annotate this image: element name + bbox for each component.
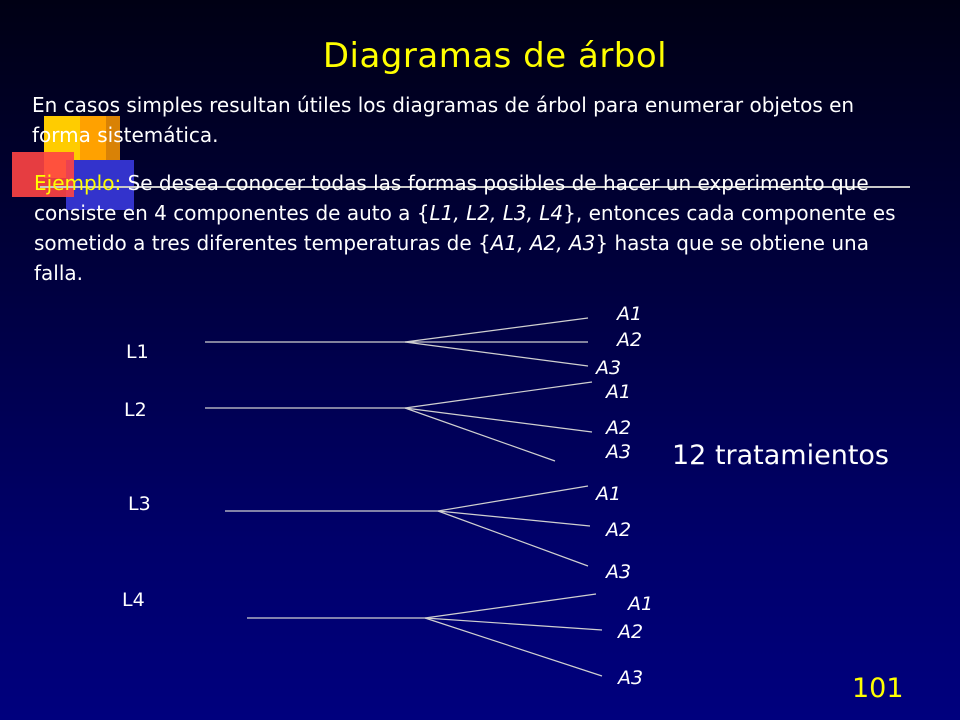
tree-branch-line (438, 486, 588, 511)
tree-leaf-label: A1 (596, 483, 622, 505)
example-text-1: Se desea conocer todas las formas posibles de hacer un experimento que consiste en 4 componentes de auto a { (34, 171, 869, 225)
tree-leaf-label: A2 (618, 621, 644, 643)
tree-branch-line (438, 511, 590, 526)
tree-root-label: L1 (126, 341, 149, 363)
slide-title: Diagramas de árbol (322, 36, 668, 76)
tree-leaf-label: A1 (628, 593, 654, 615)
tree-branch-line (405, 408, 555, 461)
tree-branch-line (405, 382, 592, 408)
tree-leaf-label: A2 (617, 329, 643, 351)
tree-branch-line (405, 342, 588, 366)
tree-branch-line (405, 318, 588, 342)
example-set-a: A1, A2, A3 (490, 231, 596, 255)
tree-leaf-label: A1 (617, 303, 643, 325)
example-text-2: }, entonces cada componente es sometido a tres diferentes temperaturas de { (34, 201, 896, 255)
tree-branch-line (438, 511, 588, 566)
tree-branch-line (425, 618, 602, 676)
tree-leaf-label: A2 (606, 519, 632, 541)
tree-leaf-label: A3 (606, 441, 632, 463)
tree-branch-line (405, 408, 592, 432)
total-treatments-label: 12 tratamientos (672, 440, 890, 471)
example-text-3: } hasta que se obtiene una falla. (34, 231, 869, 285)
tree-leaf-label: A3 (606, 561, 632, 583)
tree-leaf-label: A3 (618, 667, 644, 689)
tree-branch-line (425, 618, 602, 630)
tree-leaf-label: A3 (596, 357, 622, 379)
tree-leaf-label: A2 (606, 417, 632, 439)
tree-root-label: L4 (122, 589, 145, 611)
intro-paragraph: En casos simples resultan útiles los diagramas de árbol para enumerar objetos en forma sistemática. (32, 93, 855, 147)
page-number: 101 (852, 673, 904, 704)
example-label: Ejemplo: (34, 171, 122, 195)
tree-leaf-label: A1 (606, 381, 632, 403)
example-set-l: L1, L2, L3, L4 (429, 201, 564, 225)
tree-root-label: L2 (124, 399, 147, 421)
tree-branch-line (425, 594, 596, 618)
tree-root-label: L3 (128, 493, 151, 515)
